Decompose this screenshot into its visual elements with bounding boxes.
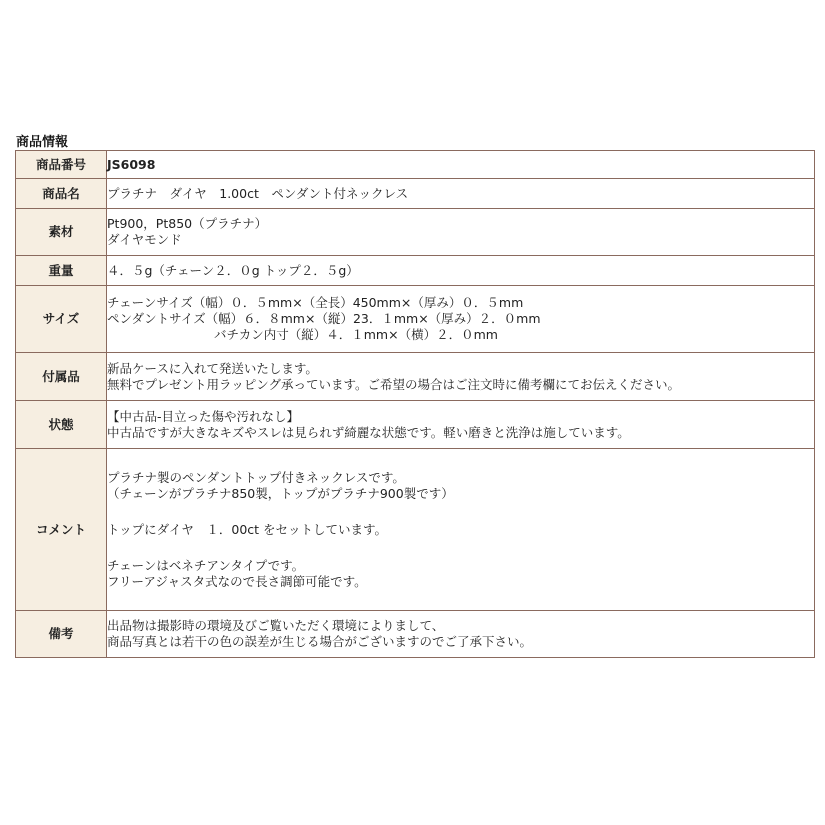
row-label-remarks: 備考 (16, 611, 107, 658)
row-label-product-name: 商品名 (16, 179, 107, 209)
value-line: 出品物は撮影時の環境及びご覧いただく環境によりまして、 (107, 618, 445, 633)
row-value-remarks (107, 611, 815, 658)
row-value-accessories (107, 353, 815, 401)
table-row (16, 179, 815, 209)
table-row (16, 449, 815, 611)
value-line: 【中古品-目立った傷や汚れなし】 (107, 408, 300, 424)
table-row (16, 353, 815, 401)
row-label-accessories: 付属品 (16, 353, 107, 401)
value-line: トップにダイヤ １．00ct をセットしています。 (107, 521, 388, 537)
table-row (16, 209, 815, 256)
table-row (16, 286, 815, 353)
row-value-condition (107, 401, 815, 449)
value-line: ペンダントサイズ（幅）６．８mm×（縦）23．１mm×（厚み）２．０mm (107, 311, 541, 326)
value-line: 商品写真とは若干の色の誤差が生じる場合がございますのでご了承下さい。 (107, 634, 533, 649)
row-label-condition: 状態 (16, 401, 107, 449)
value-line: チェーンサイズ（幅）０．５mm×（全長）450mm×（厚み）０．５mm (107, 295, 524, 310)
section-title: 商品情報 (16, 135, 69, 150)
row-label-comment: コメント (16, 449, 107, 611)
value-line: Pt900，Pt850（プラチナ） (107, 216, 268, 231)
value-line: チェーンはベネチアンタイプです。 (107, 557, 305, 573)
value-line: 無料でプレゼント用ラッピング承っています。ご希望の場合はご注文時に備考欄にてお伝えください。 (107, 376, 681, 392)
value-line: フリーアジャスタ式なので長さ調節可能です。 (107, 573, 367, 589)
table-row (16, 151, 815, 179)
row-value-material (107, 209, 815, 256)
value-line: 新品ケースに入れて発送いたします。 (107, 360, 318, 376)
row-label-size: サイズ (16, 286, 107, 353)
row-value-weight (107, 256, 815, 286)
row-label-weight: 重量 (16, 256, 107, 286)
product-info-table (15, 150, 815, 658)
table-row (16, 611, 815, 658)
value-line: （チェーンがプラチナ850製，トップがプラチナ900製です） (107, 485, 454, 501)
row-value-size (107, 286, 815, 353)
value-line: ４．５g（チェーン２．０g トップ２．５g） (107, 262, 359, 278)
value-line: 中古品ですが大きなキズやスレは見られず綺麗な状態です。軽い磨きと洗浄は施しています。 (107, 424, 630, 440)
value-line: ダイヤモンド (107, 232, 182, 247)
value-line: プラチナ ダイヤ 1.00ct ペンダント付ネックレス (107, 185, 409, 201)
row-value-product-name (107, 179, 815, 209)
row-value-item-number (107, 151, 815, 179)
row-label-item-number: 商品番号 (16, 151, 107, 179)
table-row (16, 256, 815, 286)
row-value-comment (107, 449, 815, 611)
row-label-material: 素材 (16, 209, 107, 256)
value-line: バチカン内寸（縦）４．１mm×（横）２．０mm (214, 327, 498, 342)
value-line: JS6098 (107, 156, 156, 172)
table-row (16, 401, 815, 449)
value-line: プラチナ製のペンダントトップ付きネックレスです。 (107, 469, 405, 485)
